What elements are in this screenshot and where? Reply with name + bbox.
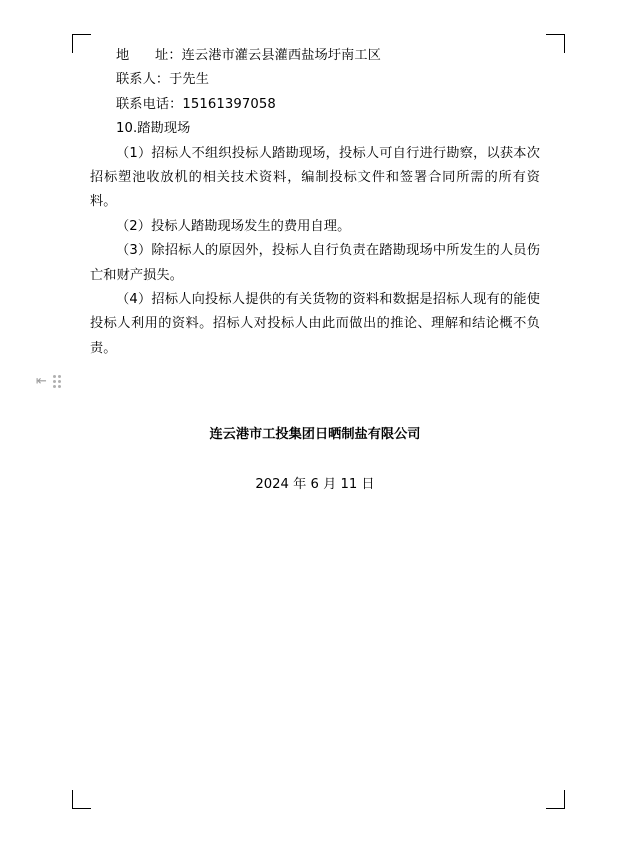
crop-mark-top-left xyxy=(72,34,91,53)
clause-item-1: （1）招标人不组织投标人踏勘现场，投标人可自行进行勘察，以获本次招标塑池收放机的相关技术资料，编制投标文件和签署合同所需的所有资料。 xyxy=(90,145,540,210)
signature-date: 2024 年 6 月 11 日 xyxy=(255,477,375,493)
floating-drag-widget[interactable] xyxy=(36,375,61,388)
crop-mark-bottom-right xyxy=(546,790,565,809)
address-line: 地 址：连云港市灌云县灌西盐场圩南工区 xyxy=(116,48,381,63)
clause-item-3: （3）除招标人的原因外，投标人自行负责在踏勘现场中所发生的人员伤亡和财产损失。 xyxy=(90,243,540,283)
phone-line: 联系电话：15161397058 xyxy=(116,96,276,112)
document-body xyxy=(90,44,540,497)
signature-company: 连云港市工投集团日晒制盐有限公司 xyxy=(209,427,421,443)
contact-line: 联系人：于先生 xyxy=(116,72,210,88)
grip-dots-icon[interactable] xyxy=(53,375,61,388)
clause-item-4: （4）招标人向投标人提供的有关货物的资料和数据是招标人现有的能使投标人利用的资料。招标人对投标人由此而做出的推论、理解和结论概不负责。 xyxy=(90,292,540,356)
section-heading: 10.踏勘现场 xyxy=(116,121,191,137)
crop-mark-top-right xyxy=(546,34,565,53)
crop-mark-bottom-left xyxy=(72,790,91,809)
clause-item-2: （2）投标人踏勘现场发生的费用自理。 xyxy=(116,218,351,234)
spacer xyxy=(90,361,540,423)
move-handle-icon[interactable]: ⇤ xyxy=(36,374,47,389)
